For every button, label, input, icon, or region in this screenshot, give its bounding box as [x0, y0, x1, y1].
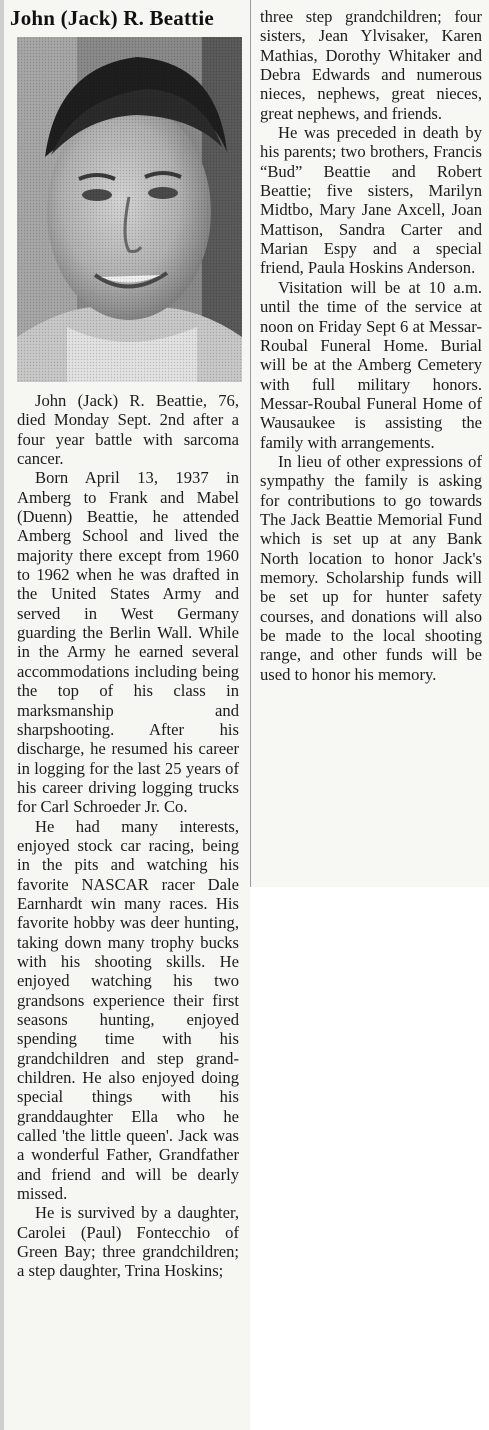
obituary-headline: John (Jack) R. Beattie	[10, 6, 214, 30]
obituary-paragraph: He was preceded in death by his parents; two brothers, Francis “Bud” Beattie and Robert Beattie; five sisters, Marilyn Midtbo, Mary Jane Axcell, Joan Mattison, Sandra Carter and Marian Espy and a special friend, Paula Hoskins Anderson.	[260, 123, 482, 278]
obituary-paragraph: Born April 13, 1937 in Amberg to Frank and Mabel (Duenn) Beattie, he attended Amberg School and lived the majority there except from 1960 to 1962 when he was drafted in the United States Army and served in West Germany guarding the Berlin Wall. While in the Army he earned several accommodations including being the top of his class in marksmanship and sharpshooting. After his discharge, he resumed his career in logging for the last 25 years of his career driving logging trucks for Carl Schroeder Jr. Co.	[17, 468, 239, 817]
obituary-paragraph: He had many interests, enjoyed stock car racing, being in the pits and watching his favorite NASCAR racer Dale Earnhardt win many races. His favorite hobby was deer hunting, taking down many trophy bucks with his shooting skills. He enjoyed watching his two grandsons experience their first seasons hunting, enjoyed spending time with his grandchildren and step grand-children. He also enjoyed doing special things with his granddaughter Ella who he called 'the little queen'. Jack was a wonderful Father, Grandfather and friend and will be dearly missed.	[17, 816, 239, 1204]
obituary-paragraph: In lieu of other expressions of sympathy the family is asking for contributions to go towards The Jack Beattie Memorial Fund which is set up at any Bank North location to honor Jack's memory. Scholarship funds will be set up for hunter safety courses, and donations will also be made to the local shooting range, and other funds will be used to honor his memory.	[260, 451, 482, 684]
clipping-edge	[0, 0, 4, 1430]
right-column-text	[260, 7, 482, 684]
obituary-paragraph-continuation: three step grandchildren; four sisters, Jean Ylvisaker, Karen Mathias, Dorothy Whitaker and Debra Edwards and numerous nieces, nephews, great nieces, great nephews, and friends.	[260, 7, 482, 123]
obituary-paragraph: John (Jack) R. Beattie, 76, died Monday Sept. 2nd after a four year battle with sarcoma cancer.	[17, 391, 239, 469]
obituary-paragraph: He is survived by a daughter, Carolei (Paul) Fontecchio of Green Bay; three grandchildren; a step daughter, Trina Hoskins;	[17, 1203, 239, 1281]
portrait-image	[17, 37, 242, 382]
column-divider	[250, 0, 251, 887]
left-column-text	[17, 391, 239, 1281]
obituary-paragraph: Visitation will be at 10 a.m. until the time of the service at noon on Friday Sept 6 at Messar-Roubal Funeral Home. Burial will be at the Amberg Cemetery with full military honors. Messar-Roubal Funeral Home of Wausaukee is assisting the family with arrangements.	[260, 277, 482, 452]
portrait-photo	[17, 37, 242, 382]
